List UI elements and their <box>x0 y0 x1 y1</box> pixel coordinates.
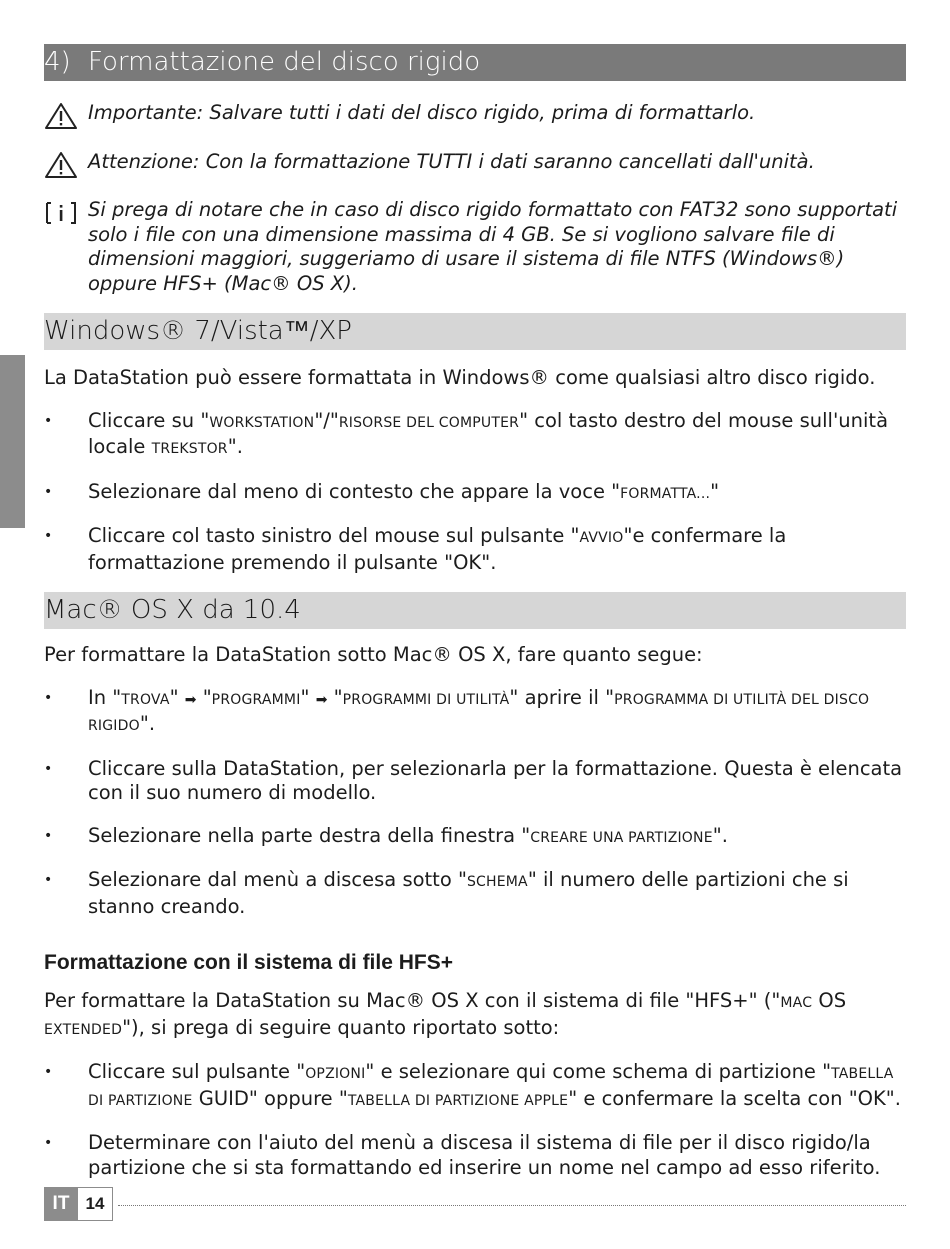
list-item: • Selezionare dal meno di contesto che appare la voce "FORMATTA..." <box>44 480 906 507</box>
list-item: • Cliccare su "WORKSTATION"/"RISORSE DEL COMPUTER" col tasto destro del mouse sull'unità locale TREKSTOR". <box>44 409 906 462</box>
section-4-header <box>44 44 906 81</box>
list-item: • Selezionare dal menù a discesa sotto "SCHEMA" il numero delle partizioni che si stanno creando. <box>44 868 906 919</box>
language-badge: IT <box>44 1187 78 1221</box>
info-note <box>44 198 906 296</box>
page-content <box>44 44 906 1180</box>
page-number: 14 <box>78 1187 113 1221</box>
list-item: • Cliccare sul pulsante "OPZIONI" e selezionare qui come schema di partizione "TABELLA DI PARTIZIONE GUID" oppure "TABELLA DI PARTIZIONE APPLE" e confermare la scelta con "OK". <box>44 1060 906 1113</box>
windows-intro: La DataStation può essere formattata in Windows® come qualsiasi altro disco rigido. <box>44 366 876 389</box>
hfs-intro: Per formattare la DataStation su Mac® OS X con il sistema di file "HFS+" ("MAC OS EXTENDED"), si prega di seguire quanto riportato sotto: <box>44 989 847 1039</box>
list-item: • Cliccare sulla DataStation, per selezionarla per la formattazione. Questa è elencata con il suo numero di modello. <box>44 757 906 806</box>
warning-icon <box>44 151 78 179</box>
side-tab <box>0 355 25 528</box>
section-number: 4) <box>44 47 71 77</box>
section-title: Formattazione del disco rigido <box>88 47 481 77</box>
page-footer <box>44 1187 906 1221</box>
info-icon <box>44 199 78 227</box>
info-text: Si prega di notare che in caso di disco rigido formattato con FAT32 sono supportati solo i file con una dimensione massima di 4 GB. Se si vogliono salvare file di dimensioni maggiori, suggeriamo di usare il sistema di file NTFS (Windows®) oppure HFS+ (Mac® OS X). <box>88 198 898 295</box>
list-item: • Selezionare nella parte destra della finestra "CREARE UNA PARTIZIONE". <box>44 824 906 851</box>
list-item: • Cliccare col tasto sinistro del mouse sul pulsante "AVVIO"e confermare la formattazione premendo il pulsante "OK". <box>44 524 906 575</box>
list-item: • In "TROVA" ➡ "PROGRAMMI" ➡ "PROGRAMMI DI UTILITÀ" aprire il "PROGRAMMA DI UTILITÀ DEL DISCO RIGIDO". <box>44 686 906 739</box>
windows-steps <box>44 409 906 576</box>
important-note <box>44 101 906 126</box>
windows-header: Windows® 7/Vista™/XP <box>44 313 906 350</box>
hfs-steps <box>44 1060 906 1180</box>
arrow-right-icon: ➡ <box>315 691 328 708</box>
important-text: Importante: Salvare tutti i dati del disco rigido, prima di formattarlo. <box>88 101 756 124</box>
attention-text: Attenzione: Con la formattazione TUTTI i dati saranno cancellati dall'unità. <box>88 149 815 173</box>
mac-steps <box>44 686 906 920</box>
dotted-rule <box>118 1205 906 1206</box>
warning-icon <box>44 102 78 130</box>
hfs-heading: Formattazione con il sistema di file HFS+ <box>44 951 454 974</box>
list-item: • Determinare con l'aiuto del menù a discesa il sistema di file per il disco rigido/la partizione che si sta formattando ed inserire un nome nel campo ad esso riferito. <box>44 1131 906 1180</box>
mac-header: Mac® OS X da 10.4 <box>44 592 906 629</box>
arrow-right-icon: ➡ <box>184 691 197 708</box>
mac-intro: Per formattare la DataStation sotto Mac® OS X, fare quanto segue: <box>44 643 703 666</box>
attention-note <box>44 150 906 175</box>
